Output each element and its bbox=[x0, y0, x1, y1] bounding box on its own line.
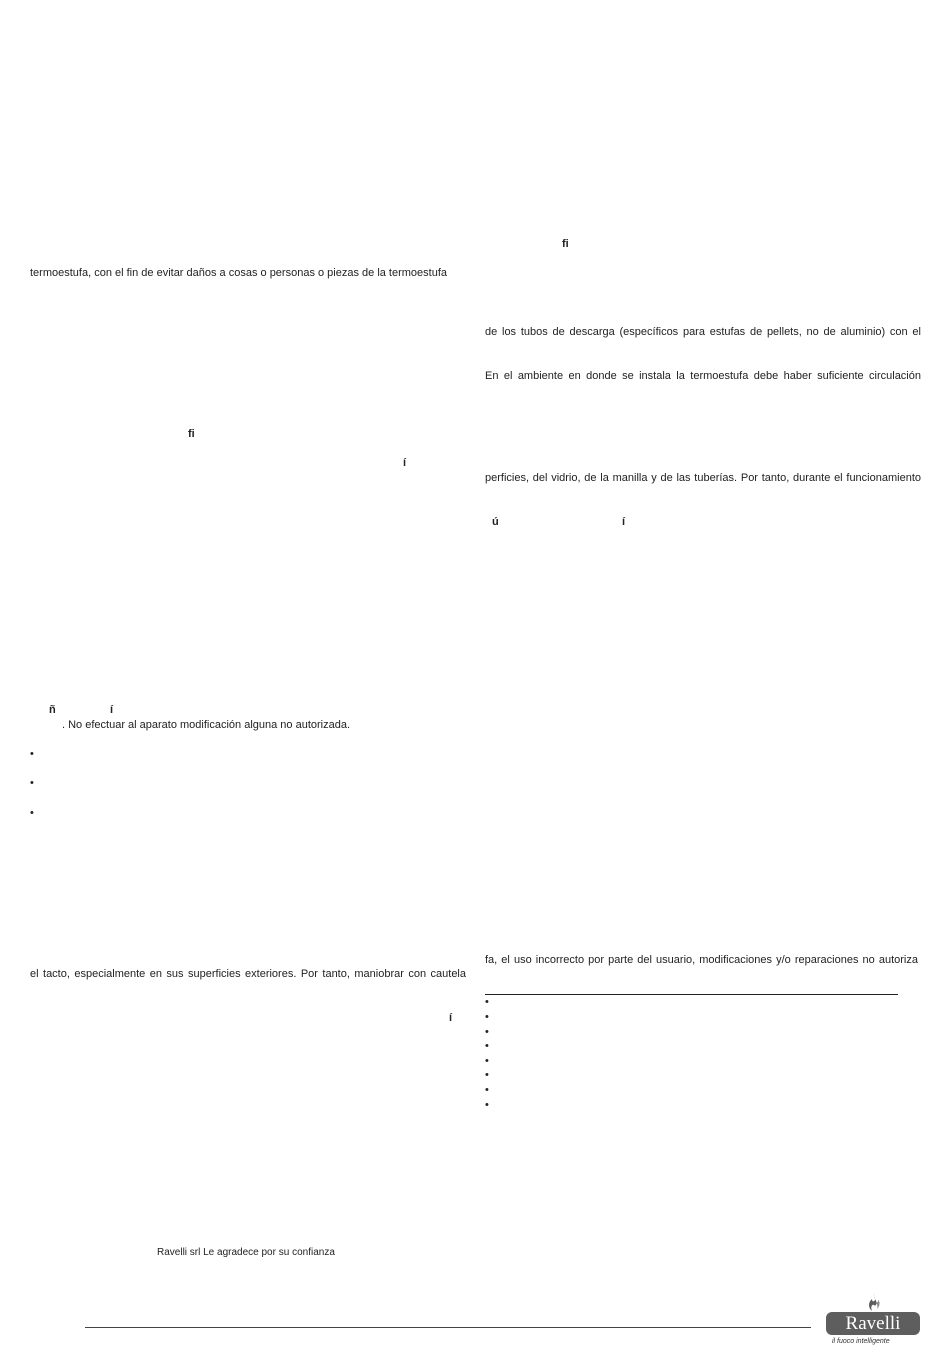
left-bullet-2: • bbox=[30, 777, 34, 789]
thanks-line: Ravelli srl Le agradece por su confianza bbox=[157, 1247, 335, 1258]
left-fragment-fi: fi bbox=[188, 428, 195, 440]
left-fragment-n-tilde: ñ bbox=[49, 704, 56, 716]
right-line-tubos: de los tubos de descarga (específicos para estufas de pellets, no de aluminio) con el bbox=[485, 326, 921, 338]
right-bullet-5: • bbox=[485, 1055, 489, 1067]
ravelli-logo bbox=[824, 1292, 924, 1348]
right-column-divider bbox=[485, 994, 898, 995]
right-bullet-7: • bbox=[485, 1084, 489, 1096]
left-line-modificacion: . No efectuar al aparato modificación alguna no autorizada. bbox=[62, 719, 351, 731]
right-line-uso: fa, el uso incorrecto por parte del usuario, modificaciones y/o reparaciones no autoriza bbox=[485, 954, 918, 966]
left-bullet-3: • bbox=[30, 807, 34, 819]
right-fragment-i-accent: í bbox=[622, 516, 626, 528]
right-bullet-4: • bbox=[485, 1040, 489, 1052]
right-line-superficies: perficies, del vidrio, de la manilla y de las tuberías. Por tanto, durante el funcionamiento bbox=[485, 472, 921, 484]
logo-name: Ravelli bbox=[845, 1313, 901, 1334]
right-bullet-3: • bbox=[485, 1026, 489, 1038]
footer-rule bbox=[85, 1327, 811, 1328]
left-line-termoestufa: termoestufa, con el fin de evitar daños a cosas o personas o piezas de la termoestufa bbox=[30, 267, 448, 279]
left-bullet-1: • bbox=[30, 748, 34, 760]
right-fragment-u-accent: ú bbox=[492, 516, 499, 528]
logo-tagline: il fuoco intelligente bbox=[832, 1338, 890, 1345]
left-fragment-i-accent-2: í bbox=[110, 704, 114, 716]
right-fragment-fi: fi bbox=[562, 238, 569, 250]
left-line-tacto: el tacto, especialmente en sus superficies exteriores. Por tanto, maniobrar con cautela bbox=[30, 968, 466, 980]
left-fragment-i-accent: í bbox=[403, 457, 407, 469]
right-line-ambiente: En el ambiente en donde se instala la termoestufa debe haber suficiente circulación bbox=[485, 370, 921, 382]
left-fragment-i-accent-3: í bbox=[449, 1012, 453, 1024]
right-bullet-1: • bbox=[485, 996, 489, 1008]
right-bullet-6: • bbox=[485, 1069, 489, 1081]
logo-badge bbox=[826, 1312, 920, 1335]
right-bullet-2: • bbox=[485, 1011, 489, 1023]
right-bullet-8: • bbox=[485, 1099, 489, 1111]
